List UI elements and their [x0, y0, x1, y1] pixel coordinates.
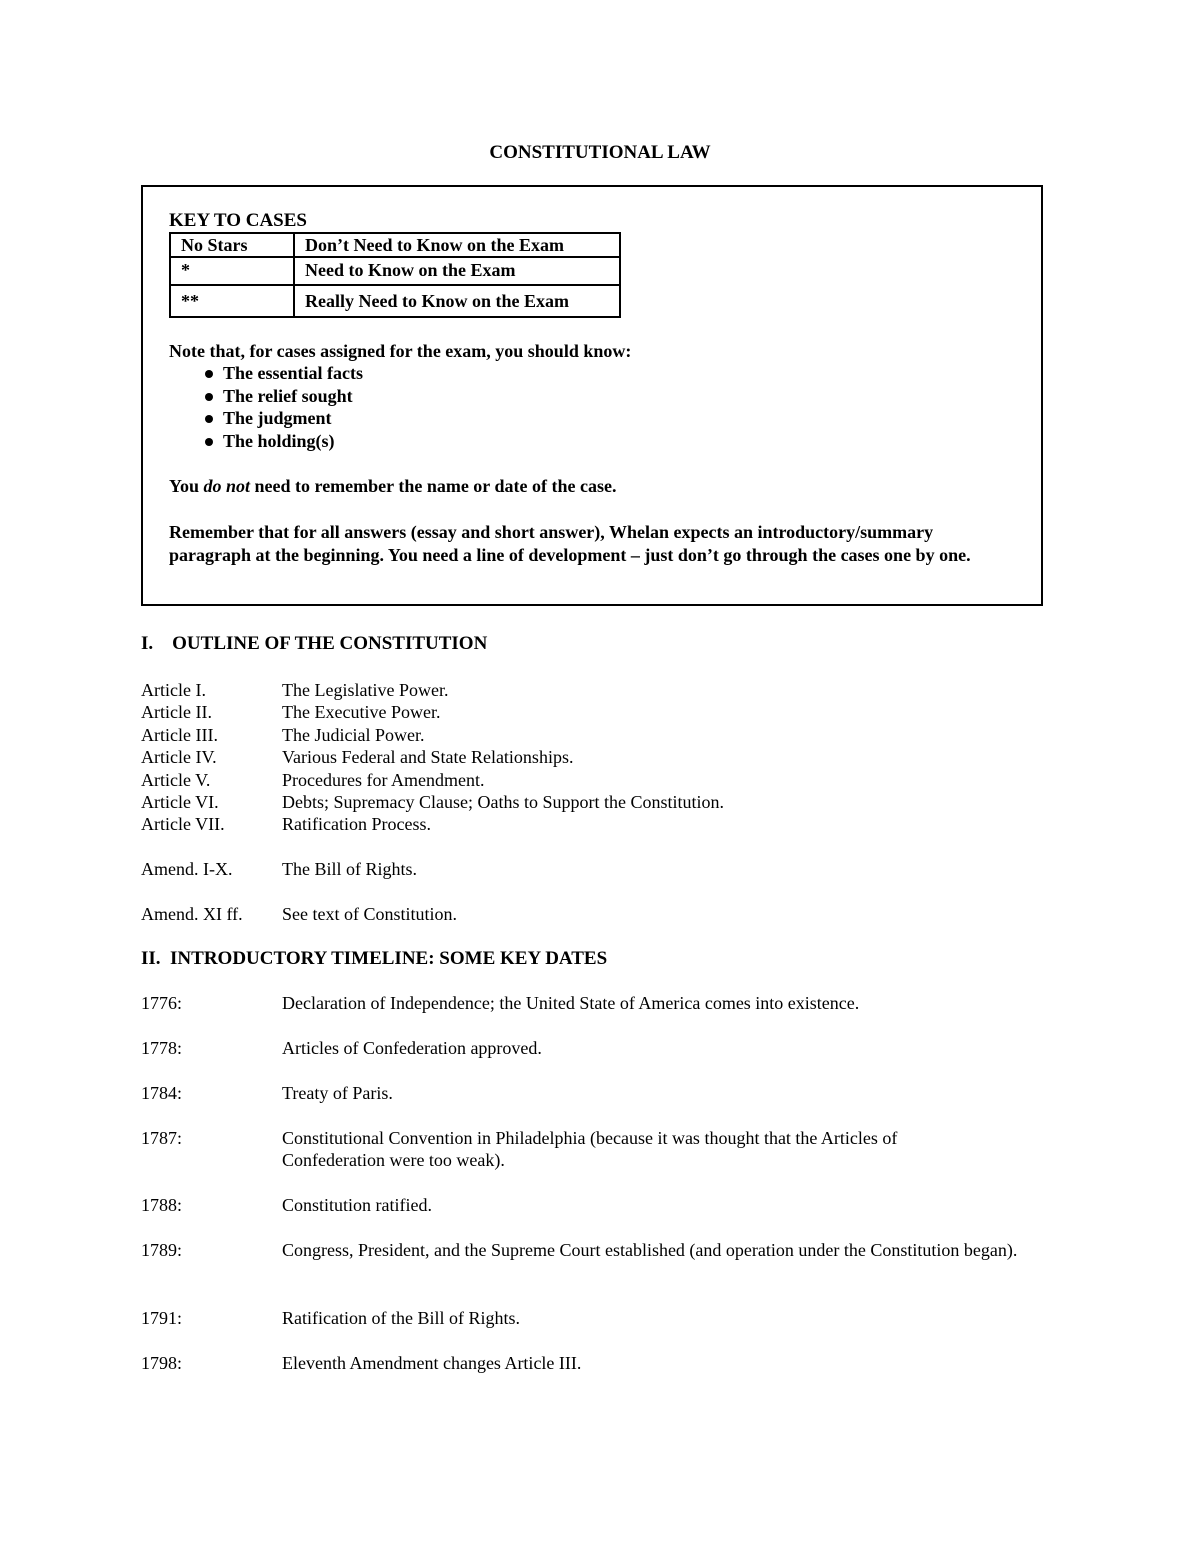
timeline-text: Declaration of Independence; the United State of America comes into existence.	[282, 993, 860, 1013]
amendment-text: The Bill of Rights.	[282, 859, 417, 879]
timeline-year: 1788:	[141, 1195, 183, 1215]
timeline-text: Treaty of Paris.	[282, 1083, 393, 1103]
outline-label: Article V.	[141, 769, 211, 790]
timeline-year: 1778:	[141, 1038, 183, 1058]
list-item	[205, 362, 363, 385]
remember-name-post: need to remember the name or date of the case.	[250, 476, 617, 496]
outline-label: Article I.	[141, 680, 206, 700]
key-symbol: No Stars	[170, 233, 294, 257]
outline-text: The Legislative Power.	[282, 680, 449, 700]
outline-label: Article VI.	[141, 792, 219, 812]
timeline-year: 1791:	[141, 1308, 183, 1328]
outline-text: Various Federal and State Relationships.	[282, 747, 574, 768]
key-symbol: **	[170, 285, 294, 317]
key-meaning: Need to Know on the Exam	[294, 257, 620, 285]
key-row	[170, 285, 620, 317]
key-row	[170, 257, 620, 285]
list-item-text: The relief sought	[223, 385, 353, 406]
key-heading: KEY TO CASES	[169, 210, 307, 231]
timeline-text: Articles of Confederation approved.	[282, 1038, 542, 1058]
list-item-text: The essential facts	[223, 363, 363, 383]
list-item	[205, 385, 363, 408]
outline-label: Article II.	[141, 702, 212, 723]
know-list	[205, 362, 363, 453]
key-symbol: *	[170, 257, 294, 285]
timeline-text: Constitution ratified.	[282, 1195, 432, 1215]
list-item-text: The holding(s)	[223, 431, 335, 452]
amendment-text: See text of Constitution.	[282, 904, 457, 924]
bullet-icon	[205, 438, 213, 446]
amendment-label: Amend. I-X.	[141, 859, 233, 879]
key-meaning: Really Need to Know on the Exam	[294, 285, 620, 317]
timeline-year: 1776:	[141, 993, 183, 1013]
timeline-text: Congress, President, and the Supreme Court established (and operation under the Constitution began).	[282, 1240, 1018, 1260]
section-heading-outline: I. OUTLINE OF THE CONSTITUTION	[141, 633, 488, 654]
list-item	[205, 430, 363, 453]
bullet-icon	[205, 370, 213, 378]
page-title: CONSTITUTIONAL LAW	[489, 142, 711, 163]
outline-text: The Executive Power.	[282, 702, 441, 723]
timeline-year: 1787:	[141, 1128, 183, 1148]
remember-answers-note: Remember that for all answers (essay and short answer), Whelan expects an introductory/summary paragraph at the beginning. You need a line of development – just don’t go through the cases one by one.	[169, 522, 971, 565]
outline-text: Procedures for Amendment.	[282, 769, 485, 790]
remember-name-emphasis: do not	[203, 476, 251, 496]
outline-text: Ratification Process.	[282, 814, 431, 835]
list-item	[205, 407, 363, 430]
outline-label: Article VII.	[141, 814, 225, 835]
amendment-label: Amend. XI ff.	[141, 904, 243, 924]
timeline-text: Eleventh Amendment changes Article III.	[282, 1353, 582, 1373]
timeline-year: 1789:	[141, 1240, 183, 1260]
outline-text: The Judicial Power.	[282, 724, 425, 745]
bullet-icon	[205, 415, 213, 423]
timeline-text: Ratification of the Bill of Rights.	[282, 1308, 520, 1328]
key-table	[169, 232, 621, 318]
outline-label: Article III.	[141, 724, 218, 745]
bullet-icon	[205, 393, 213, 401]
remember-name-note	[169, 476, 616, 497]
list-item-text: The judgment	[223, 408, 332, 429]
key-meaning: Don’t Need to Know on the Exam	[294, 233, 620, 257]
exam-note: Note that, for cases assigned for the exam, you should know:	[169, 341, 632, 361]
remember-name-pre: You	[169, 476, 204, 496]
timeline-year: 1798:	[141, 1353, 183, 1373]
outline-label: Article IV.	[141, 747, 217, 768]
timeline-text: Constitutional Convention in Philadelphia (because it was thought that the Articles of Confederation were too weak).	[282, 1128, 898, 1171]
section-heading-timeline: II. INTRODUCTORY TIMELINE: SOME KEY DATES	[141, 948, 608, 969]
outline-text: Debts; Supremacy Clause; Oaths to Support the Constitution.	[282, 792, 724, 812]
key-row	[170, 233, 620, 257]
timeline-year: 1784:	[141, 1083, 183, 1103]
